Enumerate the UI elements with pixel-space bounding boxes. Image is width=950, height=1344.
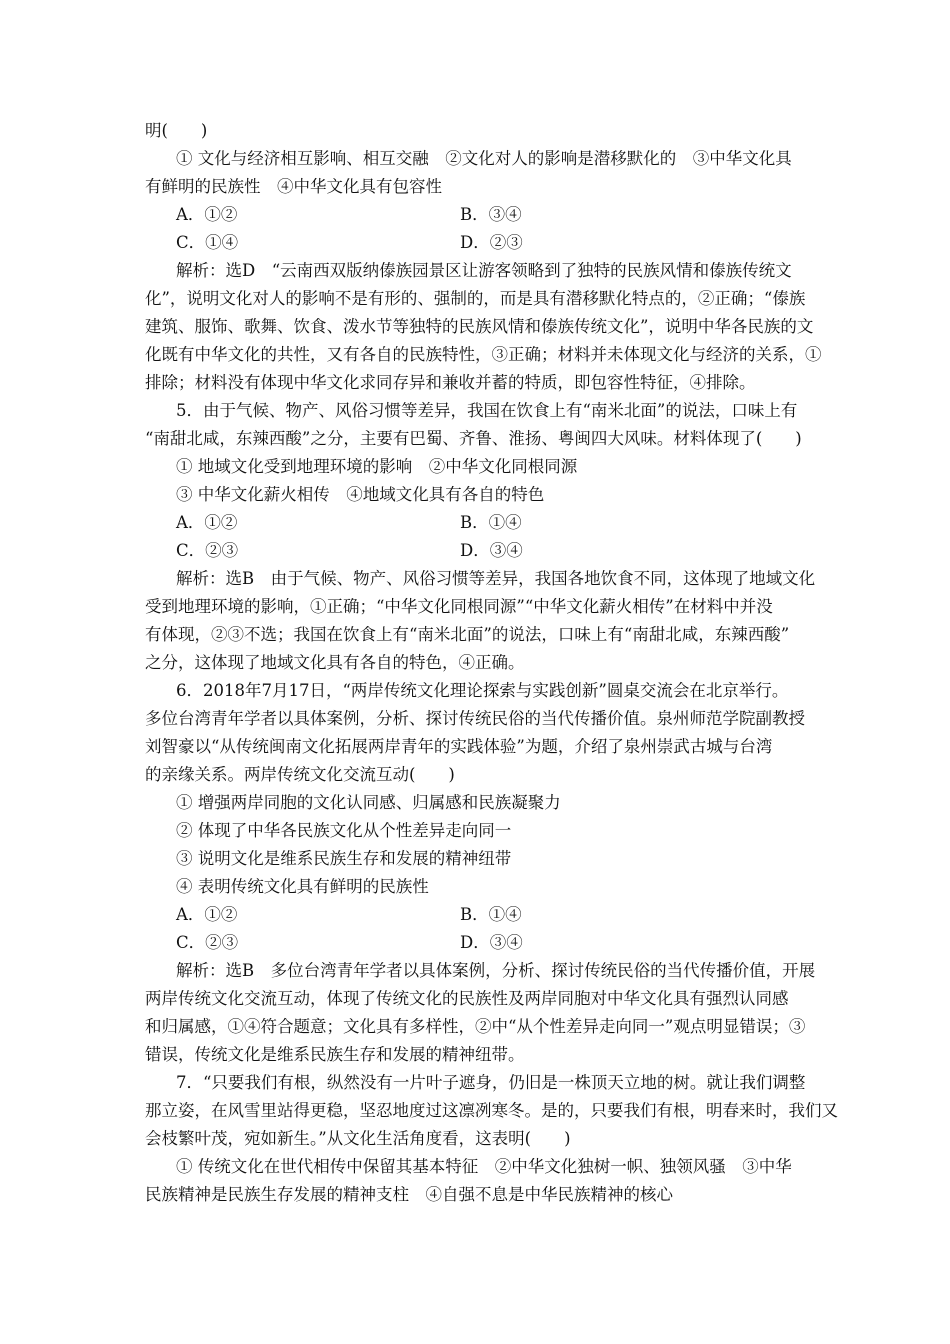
option-a: A．①② [176,205,238,224]
text-line: “南甜北咸，东辣西酸”之分，主要有巴蜀、齐鲁、淮扬、粤闽四大风味。材料体现了( ) [145,429,802,448]
question-6: 6．2018年7月17日，“两岸传统文化理论探索与实践创新”圆桌交流会在北京举行。 [176,681,789,700]
option-b: B．①④ [460,905,522,924]
text-line: ① 增强两岸同胞的文化认同感、归属感和民族凝聚力 [176,793,561,812]
text-line: 之分，这体现了地域文化具有各自的特色，④正确。 [145,653,525,672]
text-line: 化”，说明文化对人的影响不是有形的、强制的，而是具有潜移默化特点的，②正确；“傣族 [145,289,806,308]
text-line: ① 地域文化受到地理环境的影响 ②中华文化同根同源 [176,457,578,476]
option-b: B．③④ [460,205,522,224]
text-line: 解析：选B 由于气候、物产、风俗习惯等差异，我国各地饮食不同，这体现了地域文化 [176,569,816,588]
option-c: C．①④ [176,233,239,252]
question-7: 7．“只要我们有根，纵然没有一片叶子遮身，仍旧是一株顶天立地的树。就让我们调整 [176,1073,806,1092]
text-line: ② 体现了中华各民族文化从个性差异走向同一 [176,821,512,840]
text-line: 有体现，②③不选；我国在饮食上有“南米北面”的说法，口味上有“南甜北咸，东辣西酸” [145,625,790,644]
text-line: ③ 说明文化是维系民族生存和发展的精神纽带 [176,849,512,868]
text-line: 多位台湾青年学者以具体案例，分析、探讨传统民俗的当代传播价值。泉州师范学院副教授 [145,709,805,728]
text-line: 排除；材料没有体现中华文化求同存异和兼收并蓄的特质，即包容性特征，④排除。 [145,373,756,392]
text-line: 两岸传统文化交流互动，体现了传统文化的民族性及两岸同胞对中华文化具有强烈认同感 [145,989,789,1008]
text-line: ① 文化与经济相互影响、相互交融 ②文化对人的影响是潜移默化的 ③中华文化具 [176,149,792,168]
option-a: A．①② [176,905,238,924]
option-d: D．③④ [460,541,523,560]
text-line: 和归属感，①④符合题意；文化具有多样性，②中“从个性差异走向同一”观点明显错误；③ [145,1017,806,1036]
text-line: 明( ) [145,121,208,140]
option-c: C．②③ [176,541,239,560]
text-line: ③ 中华文化薪火相传 ④地域文化具有各自的特色 [176,485,545,504]
text-line: 受到地理环境的影响，①正确；“中华文化同根同源”“中华文化薪火相传”在材料中并没 [145,597,773,616]
text-line: 有鲜明的民族性 ④中华文化具有包容性 [145,177,442,196]
option-d: D．③④ [460,933,523,952]
text-line: 那立姿，在风雪里站得更稳，坚忍地度过这凛冽寒冬。是的，只要我们有根，明春来时，我们又 [145,1101,838,1120]
text-line: 刘智豪以“从传统闽南文化拓展两岸青年的实践体验”为题，介绍了泉州崇武古城与台湾 [145,737,773,756]
option-c: C．②③ [176,933,239,952]
text-line: 错误，传统文化是维系民族生存和发展的精神纽带。 [145,1045,525,1064]
text-line: ④ 表明传统文化具有鲜明的民族性 [176,877,429,896]
text-line: 的亲缘关系。两岸传统文化交流互动( ) [145,765,455,784]
text-line: 民族精神是民族生存发展的精神支柱 ④自强不息是中华民族精神的核心 [145,1185,673,1204]
text-line: 化既有中华文化的共性，又有各自的民族特性，③正确；材料并未体现文化与经济的关系，① [145,345,822,364]
text-line: 建筑、服饰、歌舞、饮食、泼水节等独特的民族风情和傣族传统文化”，说明中华各民族的文 [145,317,814,336]
text-line: 解析：选D “云南西双版纳傣族园景区让游客领略到了独特的民族风情和傣族传统文 [176,261,792,280]
option-b: B．①④ [460,513,522,532]
option-d: D．②③ [460,233,523,252]
text-line: 解析：选B 多位台湾青年学者以具体案例，分析、探讨传统民俗的当代传播价值，开展 [176,961,816,980]
option-a: A．①② [176,513,238,532]
text-line: ① 传统文化在世代相传中保留其基本特征 ②中华文化独树一帜、独领风骚 ③中华 [176,1157,792,1176]
text-line: 会枝繁叶茂，宛如新生。”从文化生活角度看，这表明( ) [145,1129,571,1148]
question-5: 5．由于气候、物产、风俗习惯等差异，我国在饮食上有“南米北面”的说法，口味上有 [176,401,798,420]
